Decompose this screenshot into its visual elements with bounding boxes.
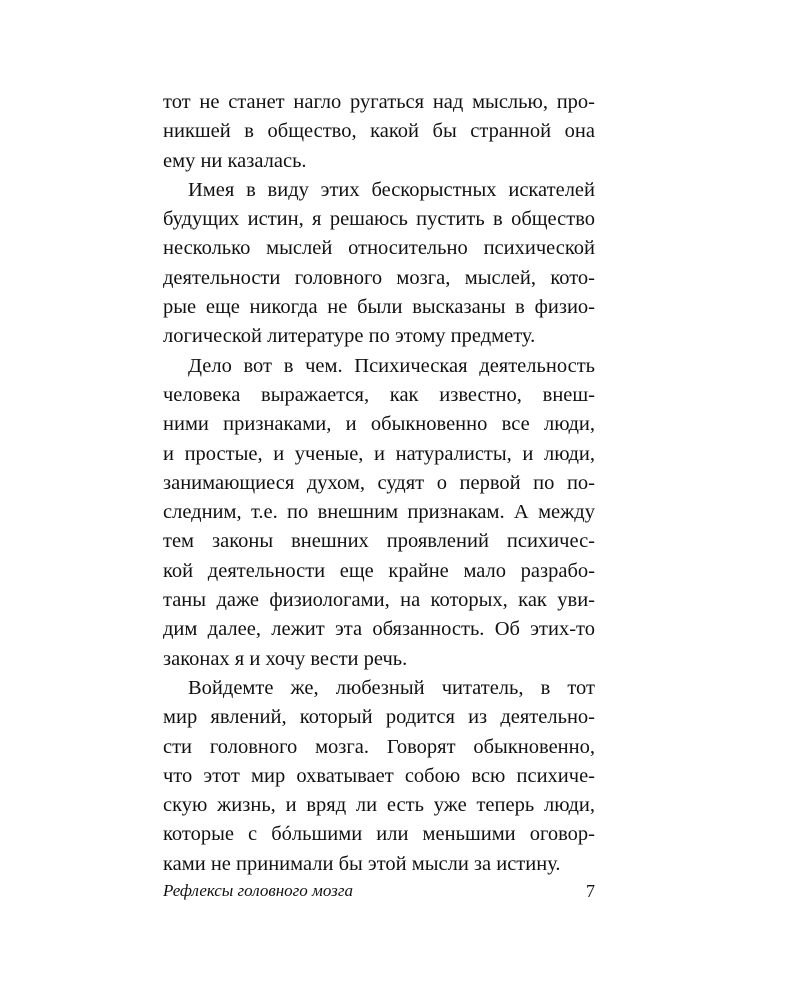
text-line: деятельности головного мозга, мыслей, кото-	[163, 266, 595, 289]
body-text	[163, 88, 595, 879]
text-line: тот не станет нагло ругаться над мыслью, про-	[163, 91, 595, 113]
text-line: занимающиеся духом, судят о первой по по-	[163, 471, 595, 494]
text-line: Имея в виду этих бескорыстных искателей	[188, 178, 595, 201]
text-line: дим далее, лежит эта обязанность. Об этих-то	[163, 618, 595, 641]
text-line: ему ни казалась.	[163, 149, 307, 172]
text-line: ками не принимали бы этой мысли за истину.	[163, 852, 561, 875]
text-line: что этот мир охватывает собою всю психиче-	[163, 764, 595, 787]
text-line: мир явлений, который родится из деятельно-	[163, 706, 595, 729]
text-line: следним, т.е. по внешним признакам. А между	[163, 501, 595, 524]
text-line: которые с бóльшими или меньшими оговор-	[163, 823, 595, 846]
running-title: Рефлексы головного мозга	[163, 881, 353, 900]
page-footer	[163, 881, 595, 907]
text-line: Войдемте же, любезный читатель, в тот	[188, 676, 595, 699]
page-number: 7	[586, 881, 595, 901]
text-line: никшей в общество, какой бы странной она	[163, 120, 595, 143]
text-line: несколько мыслей относительно психической	[163, 237, 595, 260]
text-line: рые еще никогда не были высказаны в физио-	[163, 296, 595, 319]
text-line: тем законы внешних проявлений психичес-	[163, 530, 595, 553]
text-line: логической литературе по этому предмету.	[163, 325, 536, 348]
text-line: человека выражается, как известно, внеш-	[163, 383, 595, 406]
text-line: законах я и хочу вести речь.	[163, 647, 408, 670]
text-line: ними признаками, и обыкновенно все люди,	[163, 413, 595, 436]
text-line: кой деятельности еще крайне мало разрабо-	[163, 559, 595, 582]
text-line: будущих истин, я решаюсь пустить в общество	[163, 208, 595, 231]
text-line: скую жизнь, и вряд ли есть уже теперь люди,	[163, 794, 595, 817]
text-line: сти головного мозга. Говорят обыкновенно,	[163, 735, 595, 758]
text-line: и простые, и ученые, и натуралисты, и люди,	[163, 442, 595, 465]
text-line: Дело вот в чем. Психическая деятельность	[188, 354, 595, 377]
text-line: таны даже физиологами, на которых, как уви-	[163, 589, 595, 612]
